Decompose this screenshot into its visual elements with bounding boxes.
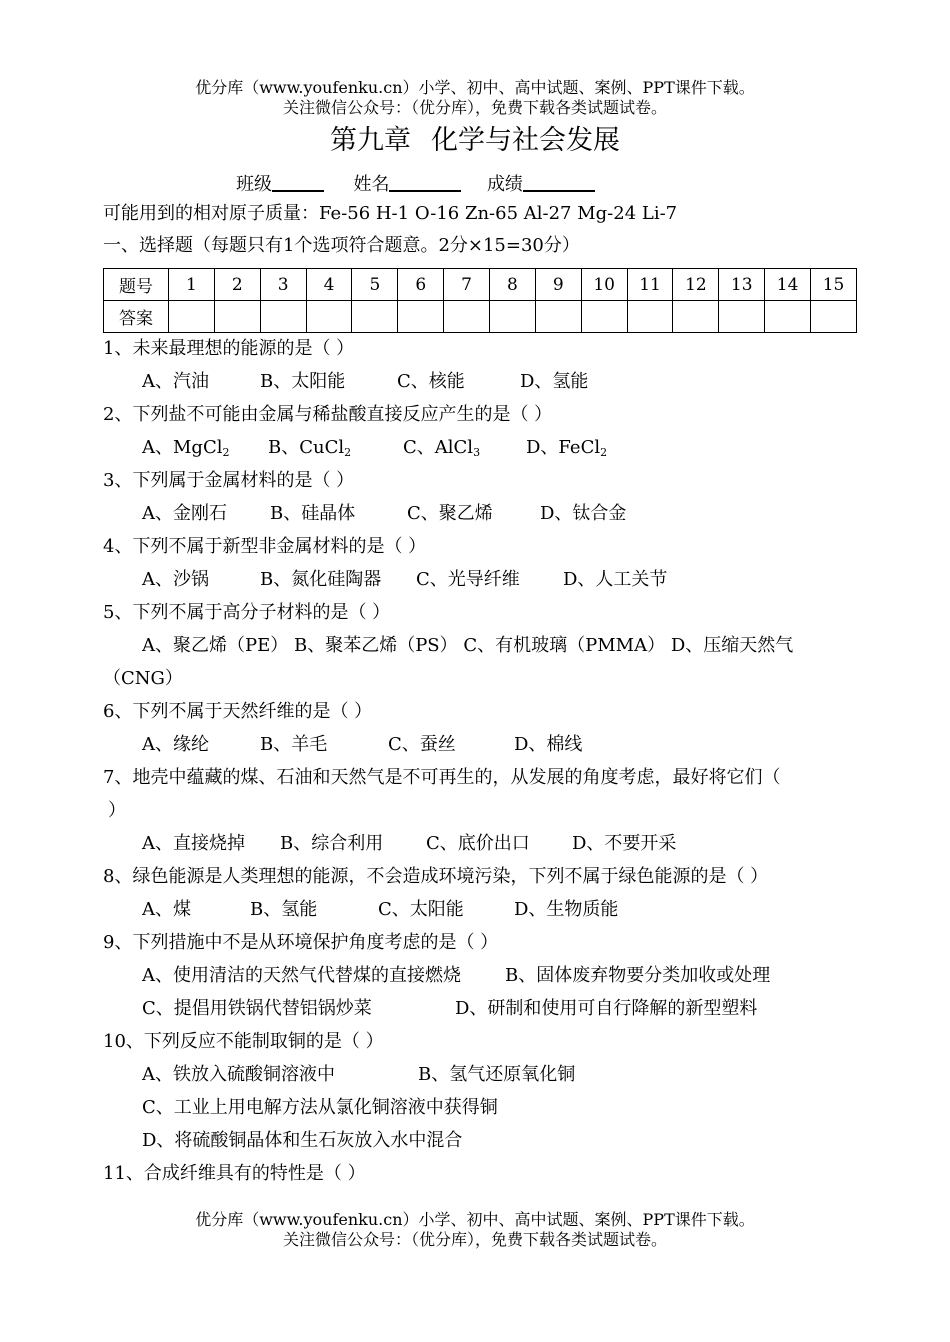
page-title (0, 118, 950, 157)
question-number-cell: 11 (627, 269, 673, 301)
footer-line-1: 优分库（www.youfenku.cn）小学、初中、高中试题、案例、PPT课件下载。 (195, 1210, 755, 1229)
chapter-number: 第九章 (330, 125, 411, 156)
answer-cell[interactable] (627, 301, 673, 333)
answer-table (103, 268, 857, 333)
question-7-stem-line-1: 7、地壳中蕴藏的煤、石油和天然气是不可再生的，从发展的角度考虑，最好将它们（ (103, 767, 781, 788)
q6-option-b: B、羊毛 (260, 734, 328, 755)
table-header-cell: 题号 (104, 269, 169, 301)
question-number-cell: 2 (214, 269, 260, 301)
question-11-stem: 11、合成纤维具有的特性是（ ） (103, 1163, 366, 1184)
q7-option-d: D、不要开采 (572, 833, 677, 854)
question-7-stem-line-2: ） (108, 800, 126, 821)
q2-option-b: B、CuCl$_2$ (268, 437, 352, 459)
q3-option-c: C、聚乙烯 (407, 503, 493, 524)
section-heading: 一、选择题（每题只有1个选项符合题意。2分×15=30分） (103, 235, 580, 256)
question-number-cell: 5 (352, 269, 398, 301)
question-number-cell: 6 (398, 269, 444, 301)
header-line-2: 关注微信公众号：（优分库），免费下载各类试题试卷。 (282, 98, 667, 117)
question-number-cell: 1 (169, 269, 215, 301)
answer-cell[interactable] (444, 301, 490, 333)
name-blank[interactable] (389, 172, 461, 192)
answer-cell[interactable] (535, 301, 581, 333)
q1-option-a: A、汽油 (142, 371, 209, 392)
footer-line-2: 关注微信公众号：（优分库），免费下载各类试题试卷。 (282, 1230, 667, 1249)
atomic-masses: 可能用到的相对原子质量：Fe-56 H-1 O-16 Zn-65 Al-27 Mg-24 Li-7 (103, 203, 678, 224)
q8-option-b: B、氢能 (250, 899, 318, 920)
student-info (236, 170, 595, 196)
q10-option-a: A、铁放入硫酸铜溶液中 (142, 1064, 335, 1085)
answer-cell[interactable] (765, 301, 811, 333)
q1-option-d: D、氢能 (520, 371, 589, 392)
q2-option-a: A、MgCl$_2$ (142, 437, 230, 459)
q5-options-line-1: A、聚乙烯（PE） B、聚苯乙烯（PS） C、有机玻璃（PMMA） D、压缩天然气 (142, 635, 794, 656)
q8-option-c: C、太阳能 (378, 899, 464, 920)
answer-cell[interactable] (811, 301, 857, 333)
question-5-stem: 5、下列不属于高分子材料的是（ ） (103, 602, 391, 623)
question-number-cell: 10 (581, 269, 627, 301)
class-label: 班级 (236, 174, 272, 195)
q1-option-b: B、太阳能 (260, 371, 346, 392)
question-number-cell: 9 (535, 269, 581, 301)
q2-option-c: C、AlCl$_3$ (403, 437, 481, 459)
q3-option-b: B、硅晶体 (270, 503, 356, 524)
answer-cell[interactable] (581, 301, 627, 333)
table-row (104, 301, 857, 333)
q6-option-c: C、蚕丝 (388, 734, 456, 755)
answer-cell[interactable] (398, 301, 444, 333)
q8-option-d: D、生物质能 (514, 899, 619, 920)
q4-option-a: A、沙锅 (142, 569, 209, 590)
q9-option-b: B、固体废弃物要分类加收或处理 (505, 965, 771, 986)
question-number-cell: 7 (444, 269, 490, 301)
question-number-cell: 4 (306, 269, 352, 301)
answer-cell[interactable] (673, 301, 719, 333)
question-1-stem: 1、未来最理想的能源的是（ ） (103, 338, 355, 359)
q7-option-b: B、综合利用 (280, 833, 384, 854)
question-number-cell: 15 (811, 269, 857, 301)
question-number-cell: 13 (719, 269, 765, 301)
q8-option-a: A、煤 (142, 899, 191, 920)
question-number-cell: 14 (765, 269, 811, 301)
question-9-stem: 9、下列措施中不是从环境保护角度考虑的是（ ） (103, 932, 499, 953)
answer-cell[interactable] (260, 301, 306, 333)
question-6-stem: 6、下列不属于天然纤维的是（ ） (103, 701, 373, 722)
header-line-1: 优分库（www.youfenku.cn）小学、初中、高中试题、案例、PPT课件下载。 (195, 78, 755, 97)
chapter-name: 化学与社会发展 (431, 125, 620, 156)
answer-cell[interactable] (306, 301, 352, 333)
question-3-stem: 3、下列属于金属材料的是（ ） (103, 470, 355, 491)
q4-option-d: D、人工关节 (563, 569, 668, 590)
q7-option-c: C、底价出口 (426, 833, 530, 854)
q10-option-b: B、氢气还原氧化铜 (418, 1064, 576, 1085)
table-header-cell: 答案 (104, 301, 169, 333)
name-label: 姓名 (353, 174, 390, 195)
q5-options-line-2: （CNG） (103, 668, 183, 689)
q9-option-d: D、研制和使用可自行降解的新型塑料 (455, 998, 758, 1019)
q4-option-c: C、光导纤维 (416, 569, 520, 590)
q10-option-c: C、工业上用电解方法从氯化铜溶液中获得铜 (142, 1097, 498, 1118)
question-4-stem: 4、下列不属于新型非金属材料的是（ ） (103, 536, 427, 557)
q6-option-a: A、缘纶 (142, 734, 209, 755)
q4-option-b: B、氮化硅陶器 (260, 569, 382, 590)
answer-cell[interactable] (490, 301, 536, 333)
answer-cell[interactable] (214, 301, 260, 333)
q6-option-d: D、棉线 (514, 734, 583, 755)
q1-option-c: C、核能 (397, 371, 465, 392)
answer-cell[interactable] (352, 301, 398, 333)
q3-option-a: A、金刚石 (142, 503, 227, 524)
table-row (104, 269, 857, 301)
question-number-cell: 3 (260, 269, 306, 301)
q3-option-d: D、钛合金 (540, 503, 627, 524)
answer-cell[interactable] (719, 301, 765, 333)
score-label: 成绩 (486, 174, 523, 195)
q10-option-d: D、将硫酸铜晶体和生石灰放入水中混合 (142, 1130, 463, 1151)
score-blank[interactable] (523, 172, 595, 192)
question-number-cell: 8 (490, 269, 536, 301)
q9-option-c: C、提倡用铁锅代替铝锅炒菜 (142, 998, 372, 1019)
question-2-stem: 2、下列盐不可能由金属与稀盐酸直接反应产生的是（ ） (103, 404, 553, 425)
question-10-stem: 10、下列反应不能制取铜的是（ ） (103, 1031, 384, 1052)
question-number-cell: 12 (673, 269, 719, 301)
q9-option-a: A、使用清洁的天然气代替煤的直接燃烧 (142, 965, 461, 986)
question-8-stem: 8、绿色能源是人类理想的能源，不会造成环境污染，下列不属于绿色能源的是（ ） (103, 866, 769, 887)
q7-option-a: A、直接烧掉 (142, 833, 245, 854)
class-blank[interactable] (272, 172, 324, 192)
q2-option-d: D、FeCl$_2$ (526, 437, 608, 459)
answer-cell[interactable] (169, 301, 215, 333)
